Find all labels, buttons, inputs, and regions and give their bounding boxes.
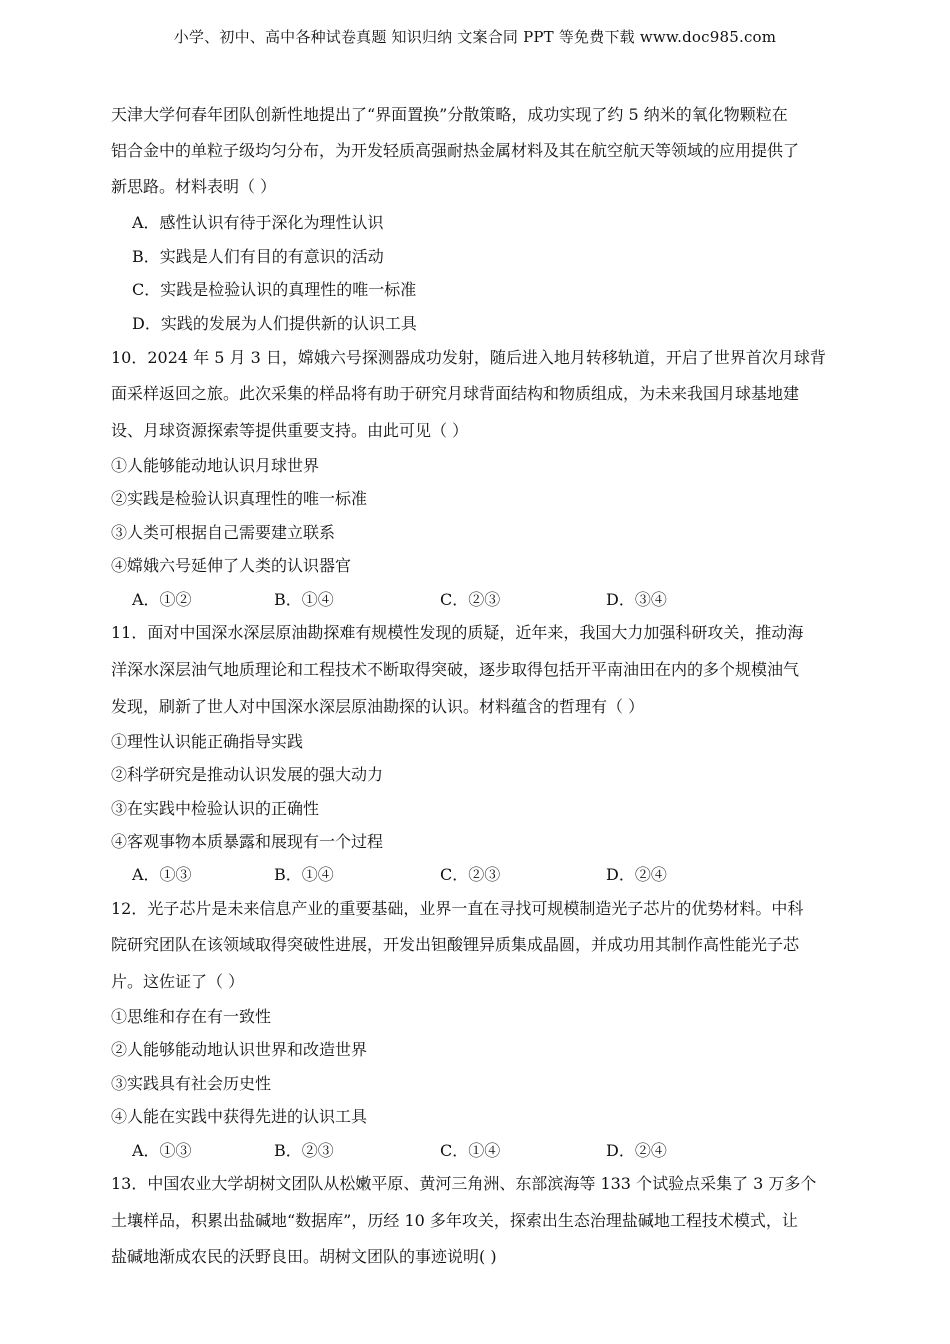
q12-item-3: ③实践具有社会历史性 (111, 1074, 272, 1093)
q12-choices (0, 1138, 950, 1160)
q13-line-3: 盐碱地渐成农民的沃野良田。胡树文团队的事迹说明( ) (111, 1247, 497, 1266)
q10-line-3: 设、月球资源探索等提供重要支持。由此可见（ ） (111, 421, 469, 440)
q13-line-2: 土壤样品，积累出盐碱地“数据库”，历经 10 多年攻关，探索出生态治理盐碱地工程技术模式，让 (111, 1211, 798, 1230)
q10-item-2: ②实践是检验认识真理性的唯一标准 (111, 489, 368, 508)
q12-line-3: 片。这佐证了（ ） (111, 972, 245, 991)
q12-line-2: 院研究团队在该领域取得突破性进展，开发出钽酸锂异质集成晶圆，并成功用其制作高性能光子芯 (111, 935, 800, 954)
q12-choice-c: C．①④ (440, 1141, 501, 1160)
q11-item-4: ④客观事物本质暴露和展现有一个过程 (111, 832, 384, 851)
q10-item-4: ④嫦娥六号延伸了人类的认识器官 (111, 556, 352, 575)
q12-choice-a: A．①③ (132, 1141, 192, 1160)
q11-line-3: 发现，刷新了世人对中国深水深层原油勘探的认识。材料蕴含的哲理有（ ） (111, 697, 645, 716)
q9-option-b: B．实践是人们有目的有意识的活动 (132, 247, 384, 266)
q11-choice-a: A．①③ (132, 865, 192, 884)
q10-item-1: ①人能够能动地认识月球世界 (111, 456, 320, 475)
q10-choices (0, 587, 950, 609)
q12-choice-b: B．②③ (274, 1141, 334, 1160)
q9-option-a: A．感性认识有待于深化为理性认识 (132, 213, 384, 232)
q12-item-1: ①思维和存在有一致性 (111, 1007, 272, 1026)
q9-line-3: 新思路。材料表明（ ） (111, 177, 277, 196)
q10-choice-b: B．①④ (274, 590, 334, 609)
q11-choices (0, 862, 950, 884)
q11-item-2: ②科学研究是推动认识发展的强大动力 (111, 765, 384, 784)
q11-item-1: ①理性认识能正确指导实践 (111, 732, 304, 751)
q12-line-1: 12．光子芯片是未来信息产业的重要基础，业界一直在寻找可规模制造光子芯片的优势材料。中科 (111, 899, 804, 918)
q11-line-1: 11．面对中国深水深层原油勘探难有规模性发现的质疑，近年来，我国大力加强科研攻关，推动海 (111, 623, 804, 642)
page-header: 小学、初中、高中各种试卷真题 知识归纳 文案合同 PPT 等免费下载 www.doc985.com (173, 28, 777, 46)
q11-choice-d: D．②④ (606, 865, 667, 884)
q10-choice-a: A．①② (132, 590, 192, 609)
q12-item-4: ④人能在实践中获得先进的认识工具 (111, 1107, 368, 1126)
q13-line-1: 13．中国农业大学胡树文团队从松嫩平原、黄河三角洲、东部滨海等 133 个试验点采集了 3 万多个 (111, 1174, 817, 1193)
q9-line-2: 铝合金中的单粒子级均匀分布，为开发轻质高强耐热金属材料及其在航空航天等领域的应用提供了 (111, 141, 800, 160)
q12-choice-d: D．②④ (606, 1141, 667, 1160)
q10-item-3: ③人类可根据自己需要建立联系 (111, 523, 336, 542)
q10-line-1: 10．2024 年 5 月 3 日，嫦娥六号探测器成功发射，随后进入地月转移轨道，开启了世界首次月球背 (111, 348, 826, 367)
q11-line-2: 洋深水深层油气地质理论和工程技术不断取得突破，逐步取得包括开平南油田在内的多个规模油气 (111, 660, 800, 679)
q9-line-1: 天津大学何春年团队创新性地提出了“界面置换”分散策略，成功实现了约 5 纳米的氧化物颗粒在 (111, 105, 788, 124)
q9-option-c: C．实践是检验认识的真理性的唯一标准 (132, 280, 417, 299)
q9-option-d: D．实践的发展为人们提供新的认识工具 (132, 314, 417, 333)
q11-item-3: ③在实践中检验认识的正确性 (111, 799, 320, 818)
q12-item-2: ②人能够能动地认识世界和改造世界 (111, 1040, 368, 1059)
q10-line-2: 面采样返回之旅。此次采集的样品将有助于研究月球背面结构和物质组成，为未来我国月球基地建 (111, 384, 800, 403)
q11-choice-b: B．①④ (274, 865, 334, 884)
q10-choice-c: C．②③ (440, 590, 501, 609)
q11-choice-c: C．②③ (440, 865, 501, 884)
q10-choice-d: D．③④ (606, 590, 667, 609)
